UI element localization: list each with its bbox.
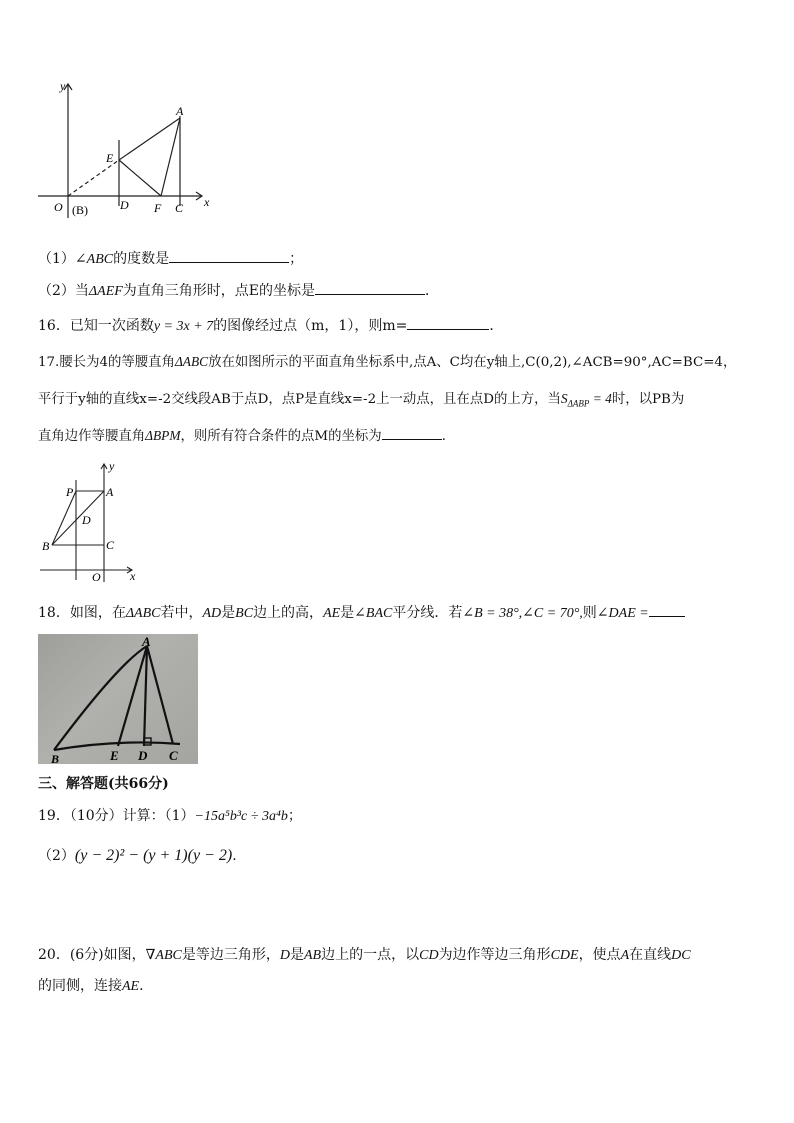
- q18-text-f: 平分线．若: [392, 605, 463, 621]
- q15-part1: [38, 248, 303, 270]
- fig1-label-e: E: [106, 151, 114, 165]
- q20-text-c: 是: [290, 947, 304, 963]
- fig1-label-x: x: [204, 195, 210, 209]
- fig2-label-p: P: [66, 485, 74, 499]
- q17-line1-b: 放在如图所示的平面直角坐标系中,点A、C均在y轴上,C(0,2),∠ACB=90°,AC=BC=4，: [208, 355, 737, 370]
- fig1-label-d: D: [120, 198, 129, 212]
- photo-label-b: B: [51, 752, 60, 764]
- q17-triangle-bpm: ΔBPM: [145, 428, 181, 443]
- question-16: [38, 315, 503, 337]
- q20-ab: AB: [304, 948, 322, 963]
- q16-end: ．: [489, 318, 504, 334]
- q19-expression-1: −15a⁵b³c ÷ 3a⁴b: [194, 809, 288, 824]
- fig1-label-o: O: [54, 200, 63, 214]
- q18-answer-blank[interactable]: [649, 602, 685, 617]
- q18-triangle: ΔABC: [125, 606, 161, 621]
- q15-part2-text: 为直角三角形时，点E的坐标是: [122, 283, 316, 299]
- figure-coordinate-aef: [30, 78, 220, 223]
- q16-answer-blank[interactable]: [407, 315, 489, 330]
- q17-line1-a: 17.腰长为4的等腰直角: [38, 355, 175, 370]
- fig2-label-x: x: [130, 569, 136, 583]
- q20-cd: CD: [419, 948, 439, 963]
- q17-line2-b: 时，以PB为: [611, 392, 685, 407]
- q17-line3-a: 直角边作等腰直角: [38, 429, 146, 444]
- photo-label-d: D: [138, 748, 148, 763]
- fig2-label-y: y: [109, 459, 115, 473]
- q19-expression-2: (y − 2)² − (y + 1)(y − 2): [74, 847, 233, 864]
- fig1-label-f: F: [154, 201, 162, 215]
- q17-end: ．: [441, 429, 456, 444]
- q15-part1-text: 的度数是: [113, 251, 170, 267]
- fig2-label-a: A: [106, 485, 114, 499]
- q20-ae: AE: [122, 979, 140, 994]
- q20-text-a: 20．(6分)如图，: [38, 947, 146, 963]
- q15-triangle-aef: ΔAEF: [88, 284, 123, 299]
- q19-end-2: .: [232, 848, 237, 864]
- q20-text-b: 是等边三角形，: [181, 947, 280, 963]
- q15-part1-answer-blank[interactable]: [169, 248, 289, 263]
- q17-area-symbol: S: [560, 391, 568, 406]
- q17-line3: [38, 425, 455, 447]
- q16-text-b: 的图像经过点（m，1），则m=: [213, 318, 408, 334]
- q15-angle-abc: ∠ABC: [74, 252, 114, 267]
- q15-part1-prefix: （1）: [38, 251, 75, 267]
- section-3-heading: 三、解答题(共66分): [38, 776, 169, 792]
- q18-text-c: 是: [221, 605, 236, 621]
- fig2-label-c: C: [106, 538, 115, 552]
- q18-angle-dae: ∠DAE: [596, 606, 636, 621]
- q18-text-e: 是: [340, 605, 355, 621]
- fig1-label-c: C: [175, 201, 184, 215]
- q17-line3-b: ，则所有符合条件的点M的坐标为: [180, 429, 382, 444]
- photo-label-a: A: [142, 634, 151, 649]
- q17-area-subscript: ΔABP: [567, 398, 590, 409]
- q15-part2-prefix: （2）当: [38, 283, 89, 299]
- photo-figure-drawing: [38, 634, 198, 764]
- q18-equals: =: [635, 606, 649, 621]
- q20-triangle-abc: ∇ABC: [145, 948, 182, 963]
- q16-function: y = 3x + 7: [153, 319, 214, 334]
- q20-dc: DC: [671, 948, 691, 963]
- q18-text-d: 边上的高，: [253, 605, 324, 621]
- q18-text-b: 若中，: [160, 605, 203, 621]
- q20-point-a: A: [620, 948, 630, 963]
- q17-area-value: = 4: [589, 391, 612, 406]
- q20-end: .: [139, 978, 144, 994]
- q17-line1: [38, 352, 736, 373]
- q17-line2-a: 平行于y轴的直线x=-2交线段AB于点D，点P是直线x=-2上一动点，且在点D的上方，当: [38, 392, 561, 407]
- q18-angle-bac: ∠BAC: [354, 606, 393, 621]
- q20-cde: CDE: [550, 948, 579, 963]
- q20-line2: [38, 976, 144, 997]
- q19-text-a: 19．（10分）计算：（1）: [38, 808, 195, 824]
- q20-text-f: ，使点: [578, 947, 621, 963]
- q18-ad: AD: [202, 606, 222, 621]
- q15-part2-end: ．: [425, 283, 440, 299]
- fig1-label-b: (B): [72, 203, 88, 217]
- q17-answer-blank[interactable]: [382, 425, 442, 440]
- fig1-label-a: A: [176, 104, 184, 118]
- fig1-label-y: y: [60, 79, 66, 93]
- q19-part1: [38, 806, 302, 827]
- q20-point-d: D: [279, 948, 290, 963]
- q18-text-a: 18．如图，在: [38, 605, 126, 621]
- q20-line1: [38, 945, 691, 966]
- fig2-label-o: O: [92, 570, 101, 584]
- figure-q17: [36, 458, 140, 584]
- photo-label-c: C: [169, 748, 178, 763]
- q20-text-g: 在直线: [629, 947, 672, 963]
- photo-label-e: E: [110, 748, 119, 763]
- q20-text-h: 的同侧，连接: [38, 978, 122, 994]
- q15-part1-end: ；: [289, 251, 304, 267]
- q19-end-1: ；: [287, 808, 302, 824]
- q18-conditions: ∠B = 38°,∠C = 70°,: [462, 606, 583, 621]
- q17-triangle-abc: ΔABC: [174, 354, 209, 369]
- q18-bc: BC: [235, 606, 254, 621]
- photo-figure-q18: [38, 634, 198, 764]
- q19-text-b: （2）: [38, 848, 75, 864]
- fig2-label-d: D: [82, 513, 91, 527]
- q15-part2-answer-blank[interactable]: [315, 280, 425, 295]
- fig2-label-b: B: [42, 539, 50, 553]
- q16-text-a: 16．已知一次函数: [38, 318, 154, 334]
- question-18: [38, 602, 685, 624]
- q15-part2: [38, 280, 439, 302]
- q17-line2: [38, 389, 684, 414]
- q18-text-g: 则: [582, 605, 597, 621]
- q18-ae: AE: [323, 606, 341, 621]
- q20-text-e: 为边作等边三角形: [438, 947, 551, 963]
- q20-text-d: 边上的一点，以: [321, 947, 420, 963]
- q19-part2: [38, 846, 237, 866]
